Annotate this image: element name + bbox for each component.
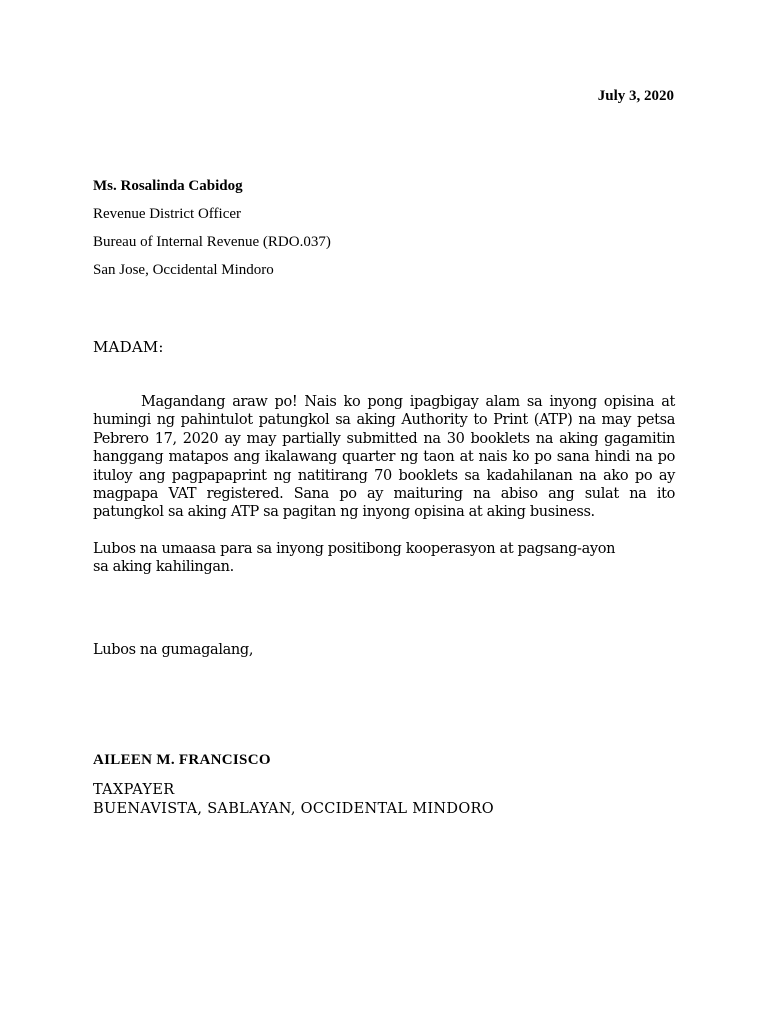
- signer-info: [93, 781, 494, 819]
- recipient-block: [93, 172, 331, 284]
- complimentary-close: Lubos na gumagalang,: [93, 642, 254, 658]
- signer-address: BUENAVISTA, SABLAYAN, OCCIDENTAL MINDORO: [93, 801, 494, 817]
- signer-name: AILEEN M. FRANCISCO: [93, 752, 271, 768]
- recipient-name: Ms. Rosalinda Cabidog: [93, 178, 243, 194]
- body-paragraph-1: Magandang araw po! Nais ko pong ipagbigay alam sa inyong opisina at humingi ng pahintulot patungkol sa aking Authority to Print (ATP) na may petsa Pebrero 17, 2020 ay may partially submitted na 30 booklets na aking gagamitin hanggang matapos ang ikalawang quarter ng taon at nais ko po sana hindi na po ituloy ang pagpapaprint ng natitirang 70 booklets sa kadahilanan na ako po ay magpapa VAT registered. Sana po ay maituring na abiso ang sulat na ito patungkol sa aking ATP sa pagitan ng inyong opisina at aking business.: [93, 394, 675, 521]
- letter-date: July 3, 2020: [597, 88, 674, 104]
- recipient-address: San Jose, Occidental Mindoro: [93, 262, 274, 278]
- signer-role: TAXPAYER: [93, 782, 175, 798]
- recipient-office: Bureau of Internal Revenue (RDO.037): [93, 234, 331, 250]
- body-paragraph-2: Lubos na umaasa para sa inyong positibong kooperasyon at pagsang-ayon sa aking kahilingan.: [93, 541, 616, 576]
- salutation: MADAM:: [93, 338, 164, 356]
- recipient-title: Revenue District Officer: [93, 206, 242, 222]
